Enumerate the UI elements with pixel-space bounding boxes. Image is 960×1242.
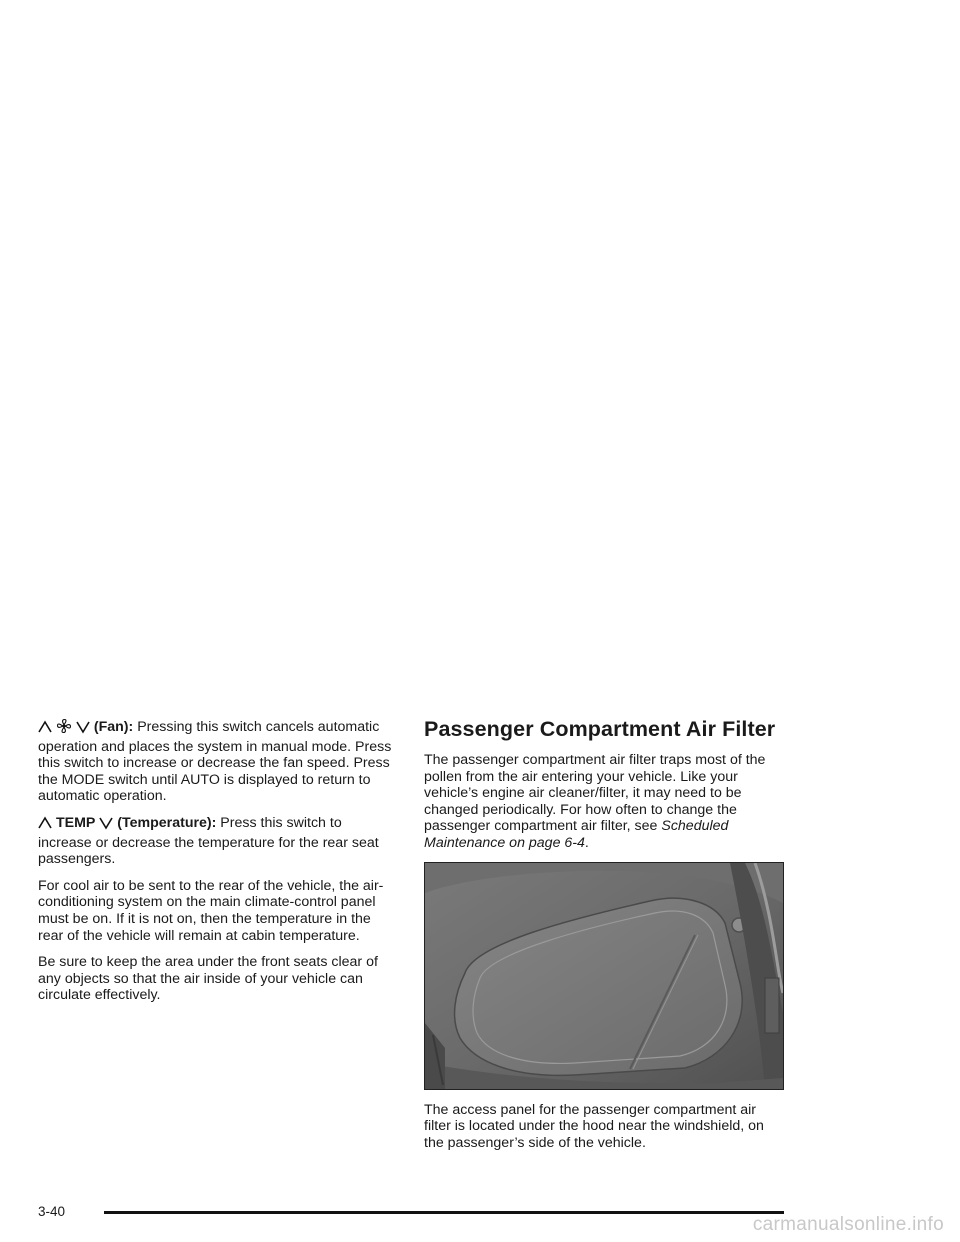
chevron-up-icon [38, 816, 52, 835]
caption-paragraph: The access panel for the passenger compartment air filter is located under the hood near the windshield, on the passenger’s side of the vehicle. [424, 1101, 764, 1151]
intro-end: . [584, 834, 589, 851]
footer-rule [104, 1211, 784, 1214]
chevron-up-icon [38, 720, 52, 739]
cool-air-paragraph: For cool air to be sent to the rear of the vehicle, the air-conditioning system on the main climate-control panel must be on. If it is not on, then the temperature in the rear of the vehicle will remain at cabin temperature. [38, 877, 384, 944]
temp-paragraph [38, 815, 398, 868]
temp-label: (Temperature): [117, 814, 217, 831]
fan-body: operation and places the system in manual mode. Press this switch to increase or decrease the fan speed. Press the MODE switch until AUTO is displayed to return to automatic operation. [38, 738, 392, 805]
section-heading: Passenger Compartment Air Filter [424, 717, 776, 741]
fan-intro: Pressing this switch cancels automatic [137, 719, 380, 735]
chevron-down-icon [99, 816, 113, 835]
watermark: carmanualsonline.info [752, 1214, 944, 1235]
temp-body: increase or decrease the temperature for the rear seat passengers. [38, 834, 379, 868]
fan-paragraph [38, 718, 398, 805]
left-column [38, 718, 398, 1014]
chevron-down-icon [76, 720, 90, 739]
intro-paragraph [424, 752, 784, 852]
page-number: 3-40 [38, 1204, 66, 1219]
right-column [424, 716, 784, 1161]
fan-icon [56, 718, 72, 739]
air-filter-panel-photo [424, 862, 784, 1090]
temp-intro: Press this switch to [220, 814, 342, 831]
temp-word: TEMP [55, 814, 96, 831]
keep-clear-paragraph: Be sure to keep the area under the front seats clear of any objects so that the air inside of your vehicle can circulate effectively. [38, 954, 378, 1004]
intro-text: The passenger compartment air filter traps most of the pollen from the air entering your vehicle. Like your vehicle’s engine air cleaner/filter, it may need to be changed periodically. For how often to change the passenger compartment air filter, see [424, 752, 766, 835]
maintenance-link[interactable]: Scheduled Maintenance on page 6-4 [424, 818, 729, 851]
fan-label: (Fan): [93, 719, 134, 735]
